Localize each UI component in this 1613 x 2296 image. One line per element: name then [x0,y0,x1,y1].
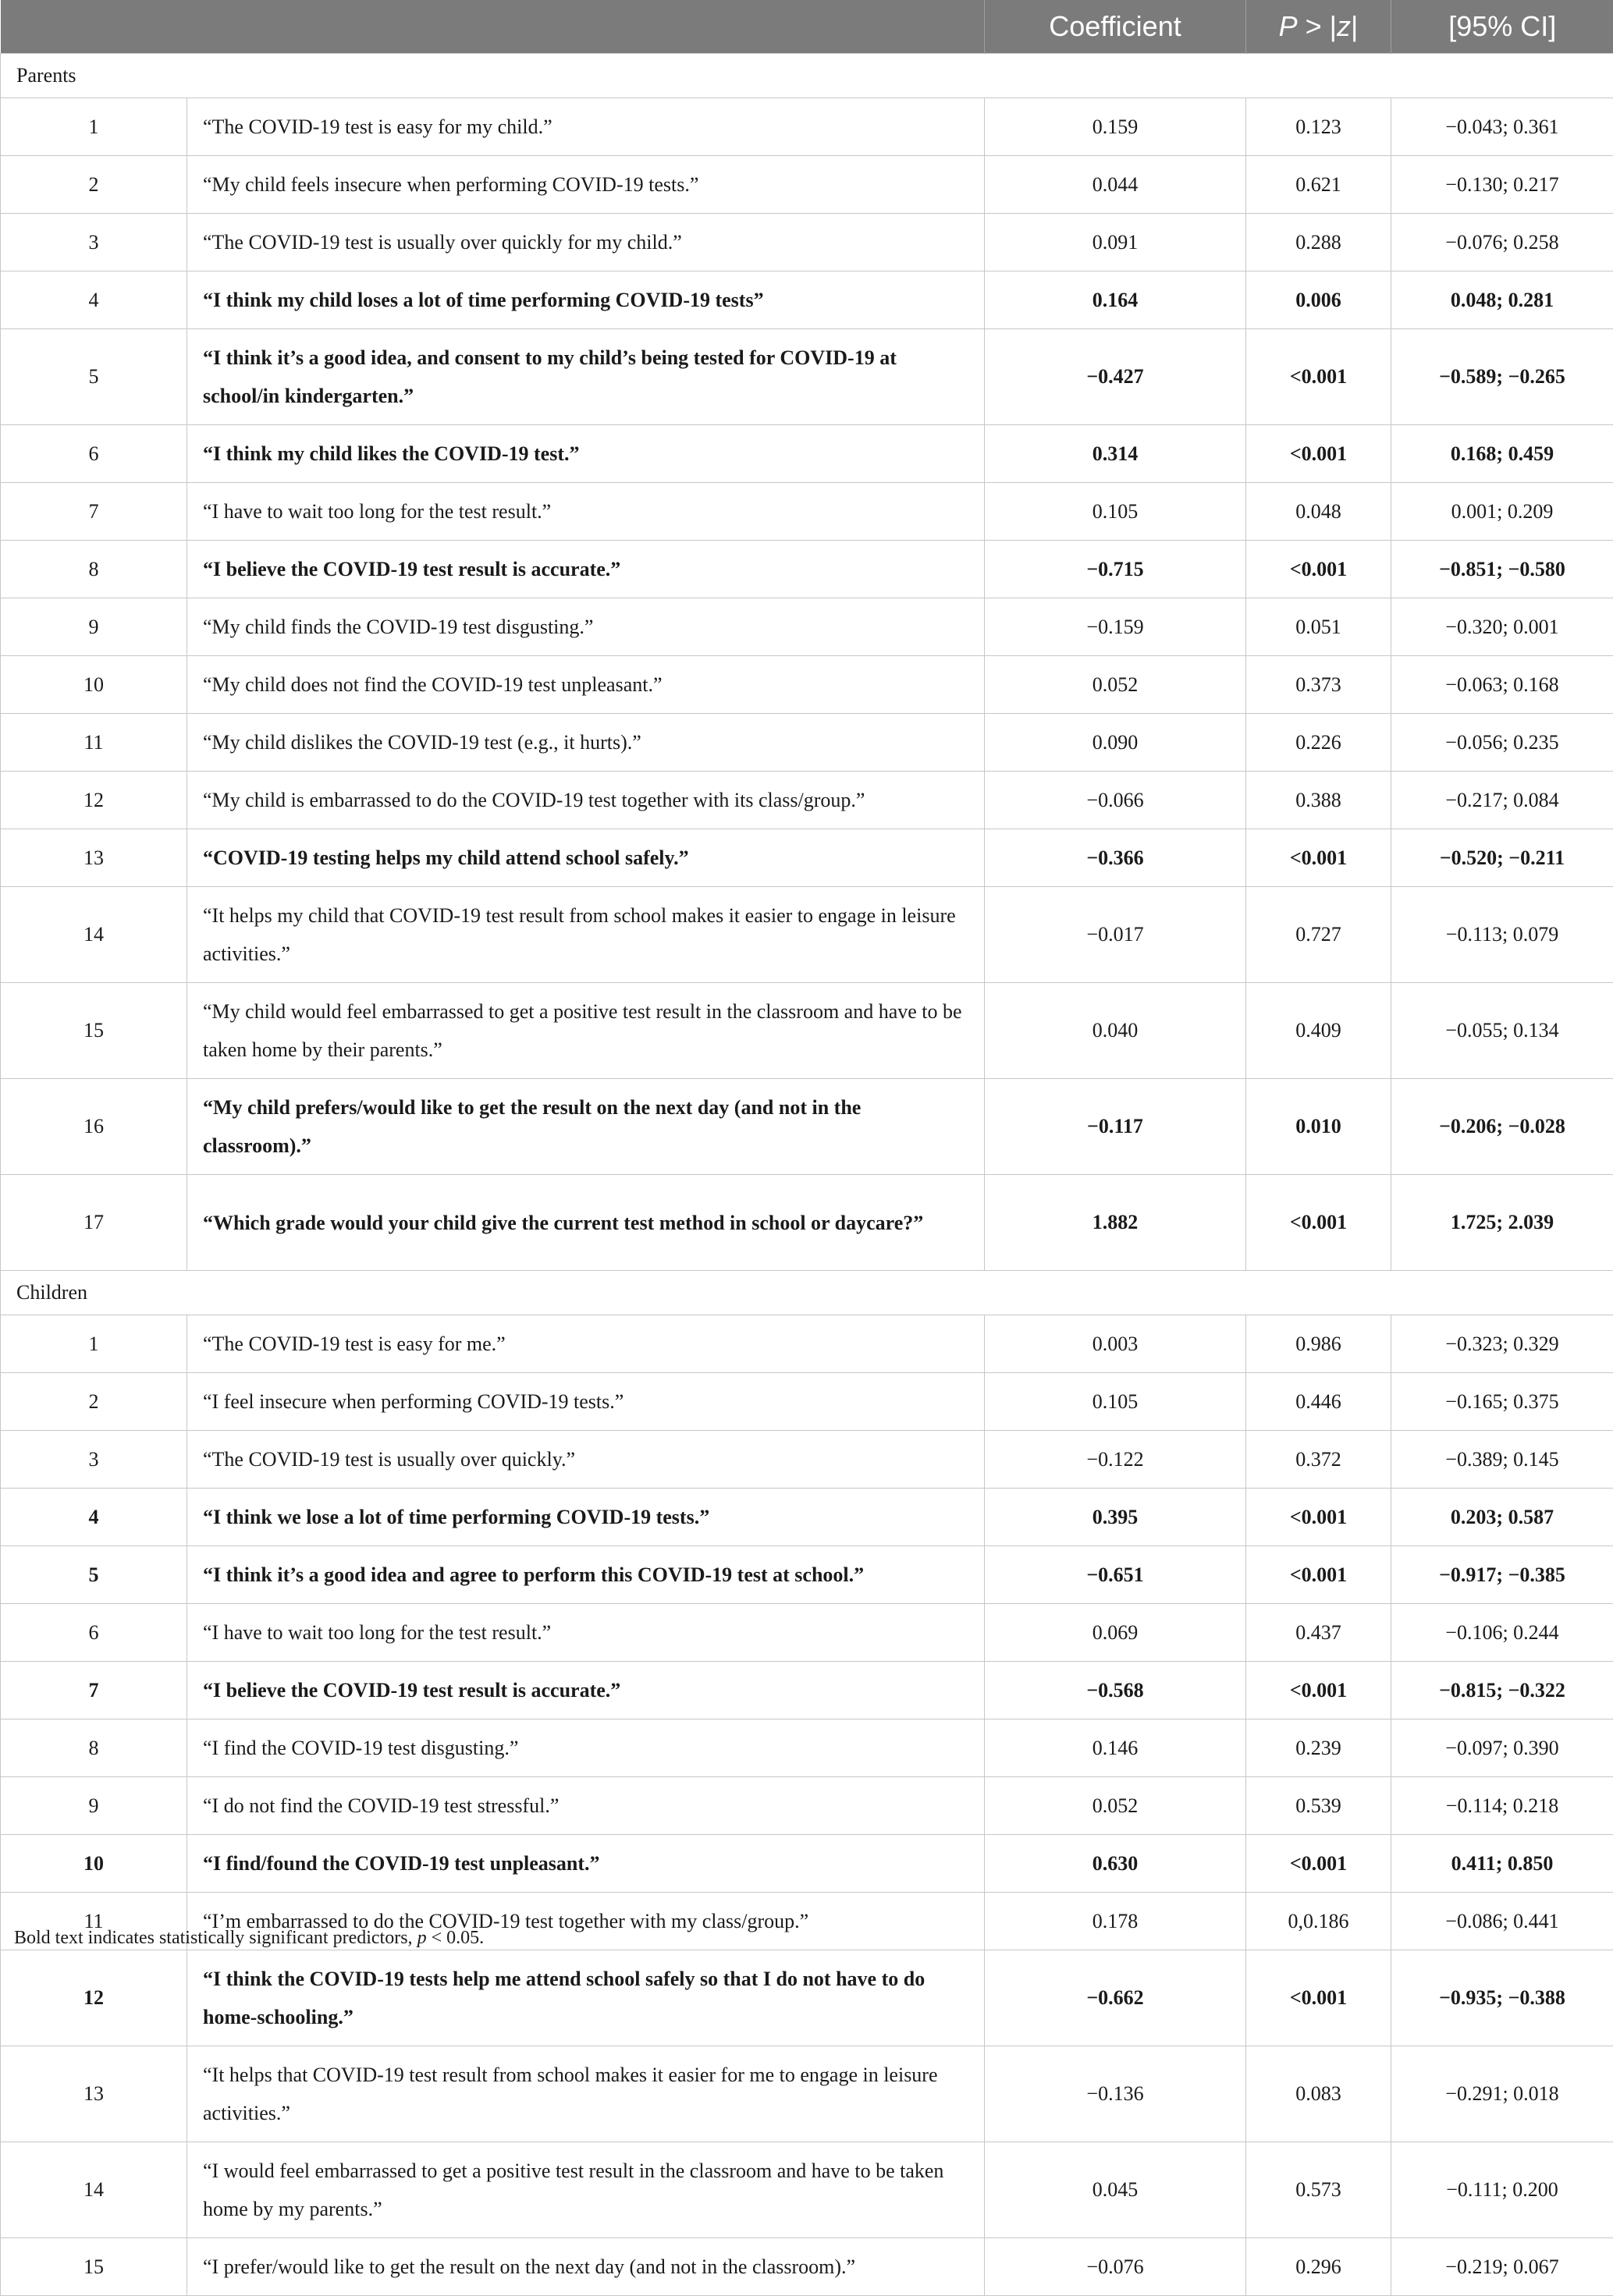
confidence-interval-cell: −0.114; 0.218 [1391,1777,1613,1835]
statement-cell: “I think the COVID-19 tests help me attend school safely so that I do not have to do home-schooling.” [187,1950,985,2046]
item-number-cell: 2 [1,156,187,214]
statement-cell: “I prefer/would like to get the result on the next day (and not in the classroom).” [187,2238,985,2296]
statement-cell: “I think my child loses a lot of time performing COVID-19 tests” [187,271,985,329]
parents-section-header [1,54,1613,98]
statement-cell: “I do not find the COVID-19 test stressful.” [187,1777,985,1835]
statement-cell: “My child feels insecure when performing COVID-19 tests.” [187,156,985,214]
confidence-interval-cell: −0.130; 0.217 [1391,156,1613,214]
p-value-cell: 0.372 [1246,1431,1391,1489]
confidence-interval-cell: −0.217; 0.084 [1391,772,1613,829]
p-value-cell: <0.001 [1246,1489,1391,1546]
coefficient-cell: 0.314 [985,425,1246,483]
table-row [1,983,1613,1079]
item-number-cell: 13 [1,2046,187,2142]
p-value-cell: <0.001 [1246,1950,1391,2046]
table-row [1,598,1613,656]
coefficient-cell: −0.662 [985,1950,1246,2046]
statement-cell: “I would feel embarrassed to get a positive test result in the classroom and have to be taken home by my parents.” [187,2142,985,2238]
coefficient-cell: 0.105 [985,483,1246,541]
confidence-interval-cell: −0.389; 0.145 [1391,1431,1613,1489]
confidence-interval-cell: −0.291; 0.018 [1391,2046,1613,2142]
statement-cell: “My child does not find the COVID-19 test unpleasant.” [187,656,985,714]
item-number-cell: 14 [1,2142,187,2238]
table-row [1,2238,1613,2296]
table-row [1,2142,1613,2238]
p-value-cell: 0.083 [1246,2046,1391,2142]
statement-cell: “I have to wait too long for the test result.” [187,483,985,541]
table-row [1,1079,1613,1175]
item-number-cell: 11 [1,714,187,772]
confidence-interval-cell: −0.520; −0.211 [1391,829,1613,887]
statement-cell: “The COVID-19 test is usually over quickly for my child.” [187,214,985,271]
parents-section-label: Parents [1,54,1613,98]
item-number-cell: 12 [1,1950,187,2046]
item-number-cell: 1 [1,1315,187,1373]
statement-cell: “My child dislikes the COVID-19 test (e.g., it hurts).” [187,714,985,772]
coefficient-cell: 0.630 [985,1835,1246,1893]
item-number-cell: 7 [1,483,187,541]
coefficient-cell: 0.044 [985,156,1246,214]
table-row [1,714,1613,772]
header-coefficient: Coefficient [985,0,1246,54]
table-row [1,1373,1613,1431]
item-number-cell: 5 [1,1546,187,1604]
table-row [1,1431,1613,1489]
coefficient-cell: −0.159 [985,598,1246,656]
item-number-cell: 8 [1,541,187,598]
children-section-label: Children [1,1271,1613,1315]
p-value-cell: <0.001 [1246,1175,1391,1271]
statement-cell: “My child is embarrassed to do the COVID-19 test together with its class/group.” [187,772,985,829]
item-number-cell: 14 [1,887,187,983]
coefficient-cell: 1.882 [985,1175,1246,1271]
coefficient-cell: −0.427 [985,329,1246,425]
confidence-interval-cell: 0.001; 0.209 [1391,483,1613,541]
item-number-cell: 9 [1,1777,187,1835]
item-number-cell: 3 [1,214,187,271]
coefficient-cell: 0.052 [985,1777,1246,1835]
p-value-cell: 0.123 [1246,98,1391,156]
confidence-interval-cell: −0.589; −0.265 [1391,329,1613,425]
table-row [1,656,1613,714]
p-value-cell: 0.288 [1246,214,1391,271]
table-row [1,1175,1613,1271]
statement-cell: “It helps that COVID-19 test result from school makes it easier for me to engage in leisure activities.” [187,2046,985,2142]
confidence-interval-cell: −0.206; −0.028 [1391,1079,1613,1175]
table-row [1,1489,1613,1546]
item-number-cell: 7 [1,1662,187,1719]
p-value-cell: <0.001 [1246,829,1391,887]
p-value-cell: <0.001 [1246,1835,1391,1893]
confidence-interval-cell: −0.851; −0.580 [1391,541,1613,598]
item-number-cell: 12 [1,772,187,829]
confidence-interval-cell: −0.323; 0.329 [1391,1315,1613,1373]
confidence-interval-cell: −0.320; 0.001 [1391,598,1613,656]
item-number-cell: 16 [1,1079,187,1175]
confidence-interval-cell: −0.055; 0.134 [1391,983,1613,1079]
coefficient-cell: 0.045 [985,2142,1246,2238]
table-row [1,1777,1613,1835]
coefficient-cell: 0.105 [985,1373,1246,1431]
confidence-interval-cell: −0.815; −0.322 [1391,1662,1613,1719]
table-row [1,156,1613,214]
table-row [1,1546,1613,1604]
confidence-interval-cell: −0.219; 0.067 [1391,2238,1613,2296]
coefficient-cell: 0.040 [985,983,1246,1079]
table-row [1,541,1613,598]
statement-cell: “The COVID-19 test is easy for my child.” [187,98,985,156]
confidence-interval-cell: 0.203; 0.587 [1391,1489,1613,1546]
coefficient-cell: 0.003 [985,1315,1246,1373]
p-value-cell: 0.226 [1246,714,1391,772]
coefficient-cell: −0.136 [985,2046,1246,2142]
confidence-interval-cell: 0.411; 0.850 [1391,1835,1613,1893]
coefficient-cell: 0.069 [985,1604,1246,1662]
coefficient-cell: 0.090 [985,714,1246,772]
statement-cell: “My child prefers/would like to get the result on the next day (and not in the classroom).” [187,1079,985,1175]
statement-cell: “Which grade would your child give the current test method in school or daycare?” [187,1175,985,1271]
p-value-cell: 0.621 [1246,156,1391,214]
coefficient-cell: 0.159 [985,98,1246,156]
item-number-cell: 10 [1,656,187,714]
footnote: Bold text indicates statistically significant predictors, p < 0.05. [14,1928,484,1949]
p-value-cell: 0.437 [1246,1604,1391,1662]
table-row [1,829,1613,887]
statement-cell: “I think it’s a good idea and agree to perform this COVID-19 test at school.” [187,1546,985,1604]
statement-cell: “I think it’s a good idea, and consent to my child’s being tested for COVID-19 at school/in kindergarten.” [187,329,985,425]
statement-cell: “The COVID-19 test is easy for me.” [187,1315,985,1373]
confidence-interval-cell: 0.048; 0.281 [1391,271,1613,329]
item-number-cell: 8 [1,1719,187,1777]
table-row [1,1950,1613,2046]
p-value-cell: 0.006 [1246,271,1391,329]
statement-cell: “I find the COVID-19 test disgusting.” [187,1719,985,1777]
p-value-cell: 0.296 [1246,2238,1391,2296]
confidence-interval-cell: −0.113; 0.079 [1391,887,1613,983]
header-blank [1,0,985,54]
confidence-interval-cell: −0.935; −0.388 [1391,1950,1613,2046]
coefficient-cell: 0.178 [985,1893,1246,1950]
table-row [1,214,1613,271]
p-value-cell: <0.001 [1246,329,1391,425]
confidence-interval-cell: −0.917; −0.385 [1391,1546,1613,1604]
p-value-cell: 0.010 [1246,1079,1391,1175]
p-value-cell: <0.001 [1246,1546,1391,1604]
statement-cell: “My child finds the COVID-19 test disgusting.” [187,598,985,656]
confidence-interval-cell: −0.106; 0.244 [1391,1604,1613,1662]
statement-cell: “I think my child likes the COVID-19 test.” [187,425,985,483]
confidence-interval-cell: −0.076; 0.258 [1391,214,1613,271]
table-row [1,2046,1613,2142]
table-row [1,98,1613,156]
item-number-cell: 2 [1,1373,187,1431]
p-value-cell: <0.001 [1246,541,1391,598]
table-row [1,1604,1613,1662]
p-value-cell: 0.539 [1246,1777,1391,1835]
coefficient-cell: −0.122 [985,1431,1246,1489]
header-p-value: P > |z| [1246,0,1391,54]
table-row [1,329,1613,425]
coefficient-cell: −0.366 [985,829,1246,887]
p-value-cell: 0.051 [1246,598,1391,656]
header-row [1,0,1613,54]
p-value-cell: 0.373 [1246,656,1391,714]
item-number-cell: 6 [1,425,187,483]
children-section-header [1,1271,1613,1315]
item-number-cell: 10 [1,1835,187,1893]
p-value-cell: 0.446 [1246,1373,1391,1431]
coefficient-cell: −0.066 [985,772,1246,829]
p-value-cell: 0.388 [1246,772,1391,829]
statement-cell: “I believe the COVID-19 test result is accurate.” [187,1662,985,1719]
statement-cell: “I think we lose a lot of time performing COVID-19 tests.” [187,1489,985,1546]
item-number-cell: 9 [1,598,187,656]
item-number-cell: 3 [1,1431,187,1489]
coefficient-cell: 0.395 [985,1489,1246,1546]
table-row [1,887,1613,983]
coefficient-cell: −0.076 [985,2238,1246,2296]
p-value-cell: 0.048 [1246,483,1391,541]
p-value-cell: 0.986 [1246,1315,1391,1373]
header-ci: [95% CI] [1391,0,1613,54]
coefficient-cell: −0.568 [985,1662,1246,1719]
confidence-interval-cell: −0.097; 0.390 [1391,1719,1613,1777]
item-number-cell: 1 [1,98,187,156]
item-number-cell: 15 [1,2238,187,2296]
p-value-cell: <0.001 [1246,1662,1391,1719]
p-value-cell: 0.727 [1246,887,1391,983]
item-number-cell: 4 [1,1489,187,1546]
statement-cell: “I believe the COVID-19 test result is accurate.” [187,541,985,598]
statement-cell: “The COVID-19 test is usually over quickly.” [187,1431,985,1489]
coefficient-cell: −0.117 [985,1079,1246,1175]
statement-cell: “I have to wait too long for the test result.” [187,1604,985,1662]
table-row [1,1835,1613,1893]
p-value-cell: <0.001 [1246,425,1391,483]
table-row [1,1315,1613,1373]
coefficient-cell: −0.715 [985,541,1246,598]
table-row [1,772,1613,829]
item-number-cell: 6 [1,1604,187,1662]
confidence-interval-cell: −0.165; 0.375 [1391,1373,1613,1431]
statement-cell: “I feel insecure when performing COVID-19 tests.” [187,1373,985,1431]
table-row [1,425,1613,483]
statement-cell: “I’m embarrassed to do the COVID-19 test together with my class/group.” [187,1893,985,1950]
coefficient-cell: 0.052 [985,656,1246,714]
statement-cell: “It helps my child that COVID-19 test result from school makes it easier to engage in leisure activities.” [187,887,985,983]
confidence-interval-cell: 1.725; 2.039 [1391,1175,1613,1271]
coefficient-cell: −0.017 [985,887,1246,983]
confidence-interval-cell: −0.086; 0.441 [1391,1893,1613,1950]
table-row [1,1662,1613,1719]
item-number-cell: 4 [1,271,187,329]
coefficient-cell: 0.146 [985,1719,1246,1777]
p-value-cell: 0,0.186 [1246,1893,1391,1950]
statement-cell: “COVID-19 testing helps my child attend school safely.” [187,829,985,887]
coefficient-cell: −0.651 [985,1546,1246,1604]
table-row [1,271,1613,329]
item-number-cell: 17 [1,1175,187,1271]
confidence-interval-cell: −0.063; 0.168 [1391,656,1613,714]
coefficient-cell: 0.164 [985,271,1246,329]
p-value-cell: 0.573 [1246,2142,1391,2238]
table-row [1,1719,1613,1777]
confidence-interval-cell: 0.168; 0.459 [1391,425,1613,483]
p-value-cell: 0.409 [1246,983,1391,1079]
coefficient-cell: 0.091 [985,214,1246,271]
item-number-cell: 11 [1,1893,187,1950]
item-number-cell: 15 [1,983,187,1079]
table-row [1,483,1613,541]
p-value-cell: 0.239 [1246,1719,1391,1777]
statement-cell: “I find/found the COVID-19 test unpleasant.” [187,1835,985,1893]
confidence-interval-cell: −0.056; 0.235 [1391,714,1613,772]
confidence-interval-cell: −0.043; 0.361 [1391,98,1613,156]
item-number-cell: 13 [1,829,187,887]
item-number-cell: 5 [1,329,187,425]
statement-cell: “My child would feel embarrassed to get a positive test result in the classroom and have to be taken home by their parents.” [187,983,985,1079]
confidence-interval-cell: −0.111; 0.200 [1391,2142,1613,2238]
